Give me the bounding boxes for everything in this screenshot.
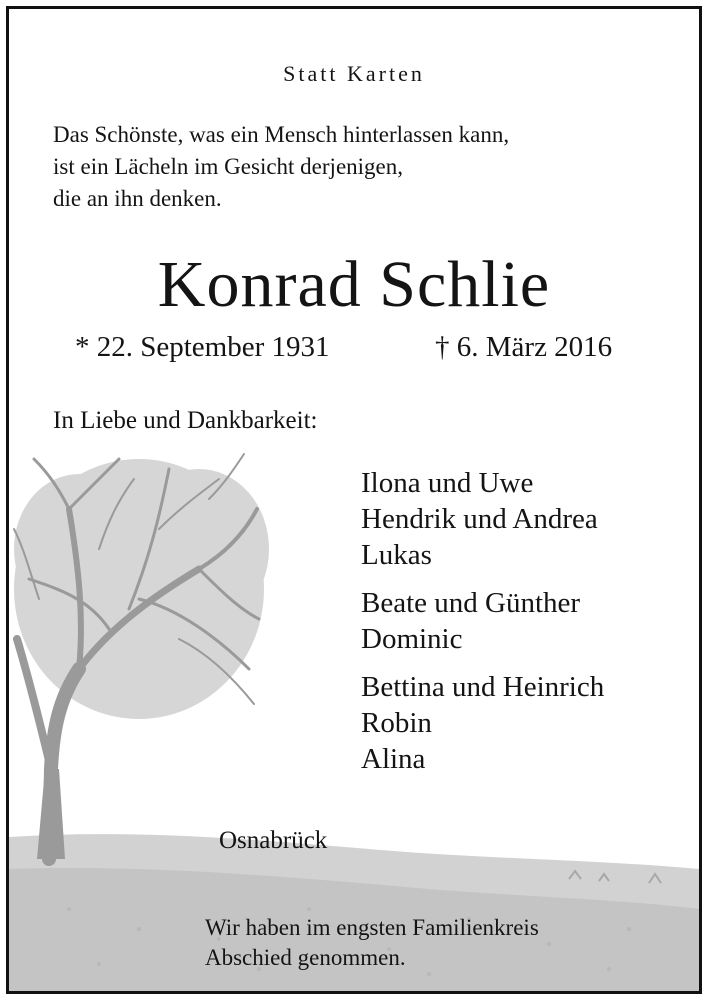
family-member: Robin <box>361 707 432 739</box>
family-member: Alina <box>361 743 426 775</box>
deceased-name: Konrad Schlie <box>157 248 551 321</box>
place-name: Osnabrück <box>219 827 328 854</box>
family-member: Bettina und Heinrich <box>361 671 605 703</box>
quote-line-2: ist ein Lächeln im Gesicht derjenigen, <box>53 154 403 179</box>
quote-line-3: die an ihn denken. <box>53 186 222 211</box>
family-group <box>361 669 604 777</box>
tree-trunk <box>37 769 65 859</box>
header-statt-karten: Statt Karten <box>283 61 425 86</box>
obituary-card <box>6 6 702 994</box>
family-list <box>361 465 604 789</box>
family-member: Dominic <box>361 623 463 655</box>
family-group <box>361 585 604 657</box>
birth-date: * 22. September 1931 <box>75 331 330 363</box>
family-group <box>361 465 604 573</box>
closing-line-1: Wir haben im engsten Familienkreis <box>205 915 539 940</box>
quote-line-1: Das Schönste, was ein Mensch hinterlassen kann, <box>53 122 510 147</box>
family-member: Ilona und Uwe <box>361 467 534 499</box>
family-member: Hendrik und Andrea <box>361 503 598 535</box>
family-member: Lukas <box>361 539 432 571</box>
closing-note <box>205 913 539 973</box>
dedication-line: In Liebe und Dankbarkeit: <box>53 407 318 434</box>
closing-line-2: Abschied genommen. <box>205 945 406 970</box>
death-date: † 6. März 2016 <box>435 331 613 363</box>
memorial-quote <box>53 119 509 215</box>
tree-canopy <box>14 459 269 719</box>
family-member: Beate und Günther <box>361 587 581 619</box>
